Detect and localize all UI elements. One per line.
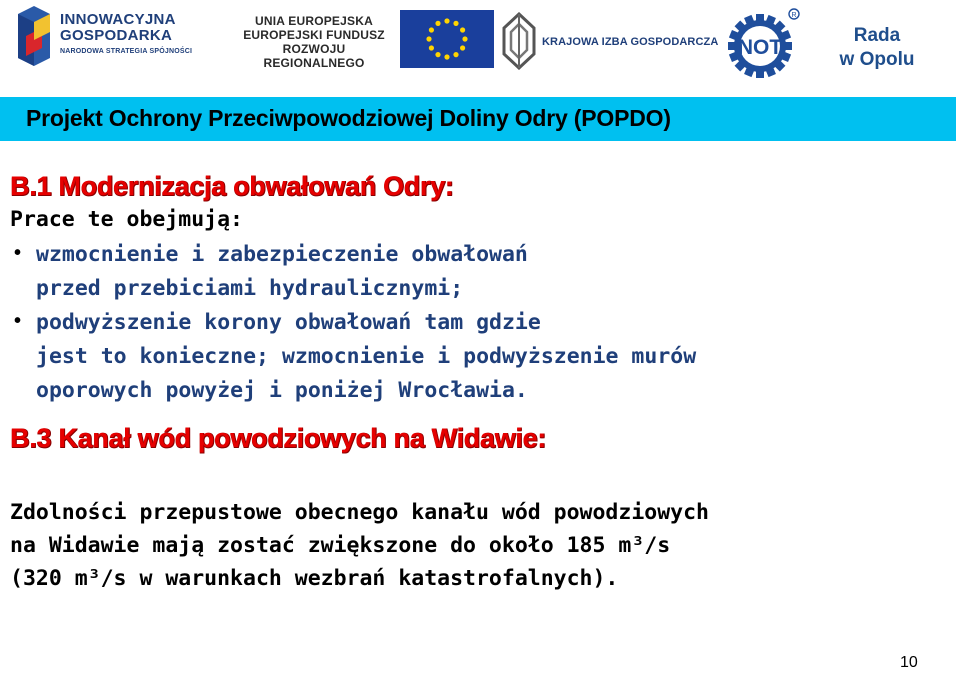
- banner-title: Projekt Ochrony Przeciwpowodziowej Doliny Odry (POPDO): [26, 105, 671, 131]
- innowacyjna-gospodarka-logo: [14, 6, 204, 68]
- logo-bar: [0, 0, 960, 90]
- kig-logo: [500, 12, 719, 70]
- bullet-1-line-1: wzmocnienie i zabezpieczenie obwałowań: [36, 242, 528, 267]
- innowacyjna-gospodarka-emblem-icon: [14, 6, 54, 66]
- innowacyjna-gospodarka-text: INNOWACYJNA GOSPODARKA: [60, 11, 176, 44]
- section-b3-line-3: (320 m³/s w warunkach wezbrań katastrofalnych).: [10, 566, 619, 591]
- bullet-marker: •: [14, 310, 22, 332]
- bullet-2-line-3: oporowych powyżej i poniżej Wrocławia.: [36, 378, 528, 403]
- ue-line-1: UNIA EUROPEJSKA: [255, 14, 373, 28]
- page-number: 10: [900, 654, 918, 671]
- bullet-1-line-2: przed przebiciami hydraulicznymi;: [36, 276, 464, 301]
- svg-text:R: R: [791, 12, 797, 19]
- bullet-2-line-1: podwyższenie korony obwałowań tam gdzie: [36, 310, 541, 335]
- not-logo-text: NOT: [737, 36, 783, 59]
- section-b3-heading: B.3 Kanał wód powodziowych na Widawie:: [10, 423, 546, 453]
- kig-text: KRAJOWA IZBA GOSPODARCZA: [542, 36, 719, 48]
- rada-w-opolu-label: [822, 24, 932, 72]
- kig-emblem-icon: [500, 12, 538, 70]
- section-b1-intro: Prace te obejmują:: [10, 207, 243, 232]
- bullet-2-line-2: jest to konieczne; wzmocnienie i podwyższenie murów: [36, 344, 697, 369]
- rada-line-2: w Opolu: [839, 49, 915, 70]
- ue-line-2: EUROPEJSKI FUNDUSZ: [243, 28, 385, 42]
- unia-europejska-logo: [234, 14, 394, 70]
- bullet-marker: •: [14, 242, 22, 264]
- eu-flag-icon: [400, 10, 494, 68]
- title-banner: [0, 97, 956, 141]
- section-b1-heading: B.1 Modernizacja obwałowań Odry:: [10, 171, 454, 201]
- rada-line-1: Rada: [853, 25, 901, 46]
- ue-line-3: ROZWOJU REGIONALNEGO: [263, 42, 365, 70]
- innowacyjna-gospodarka-subtitle: NARODOWA STRATEGIA SPÓJNOŚCI: [60, 48, 193, 55]
- section-b3-line-1: Zdolności przepustowe obecnego kanału wód powodziowych: [10, 500, 709, 525]
- section-b3-line-2: na Widawie mają zostać zwiększone do około 185 m³/s: [10, 533, 671, 558]
- not-logo-icon: [722, 6, 802, 84]
